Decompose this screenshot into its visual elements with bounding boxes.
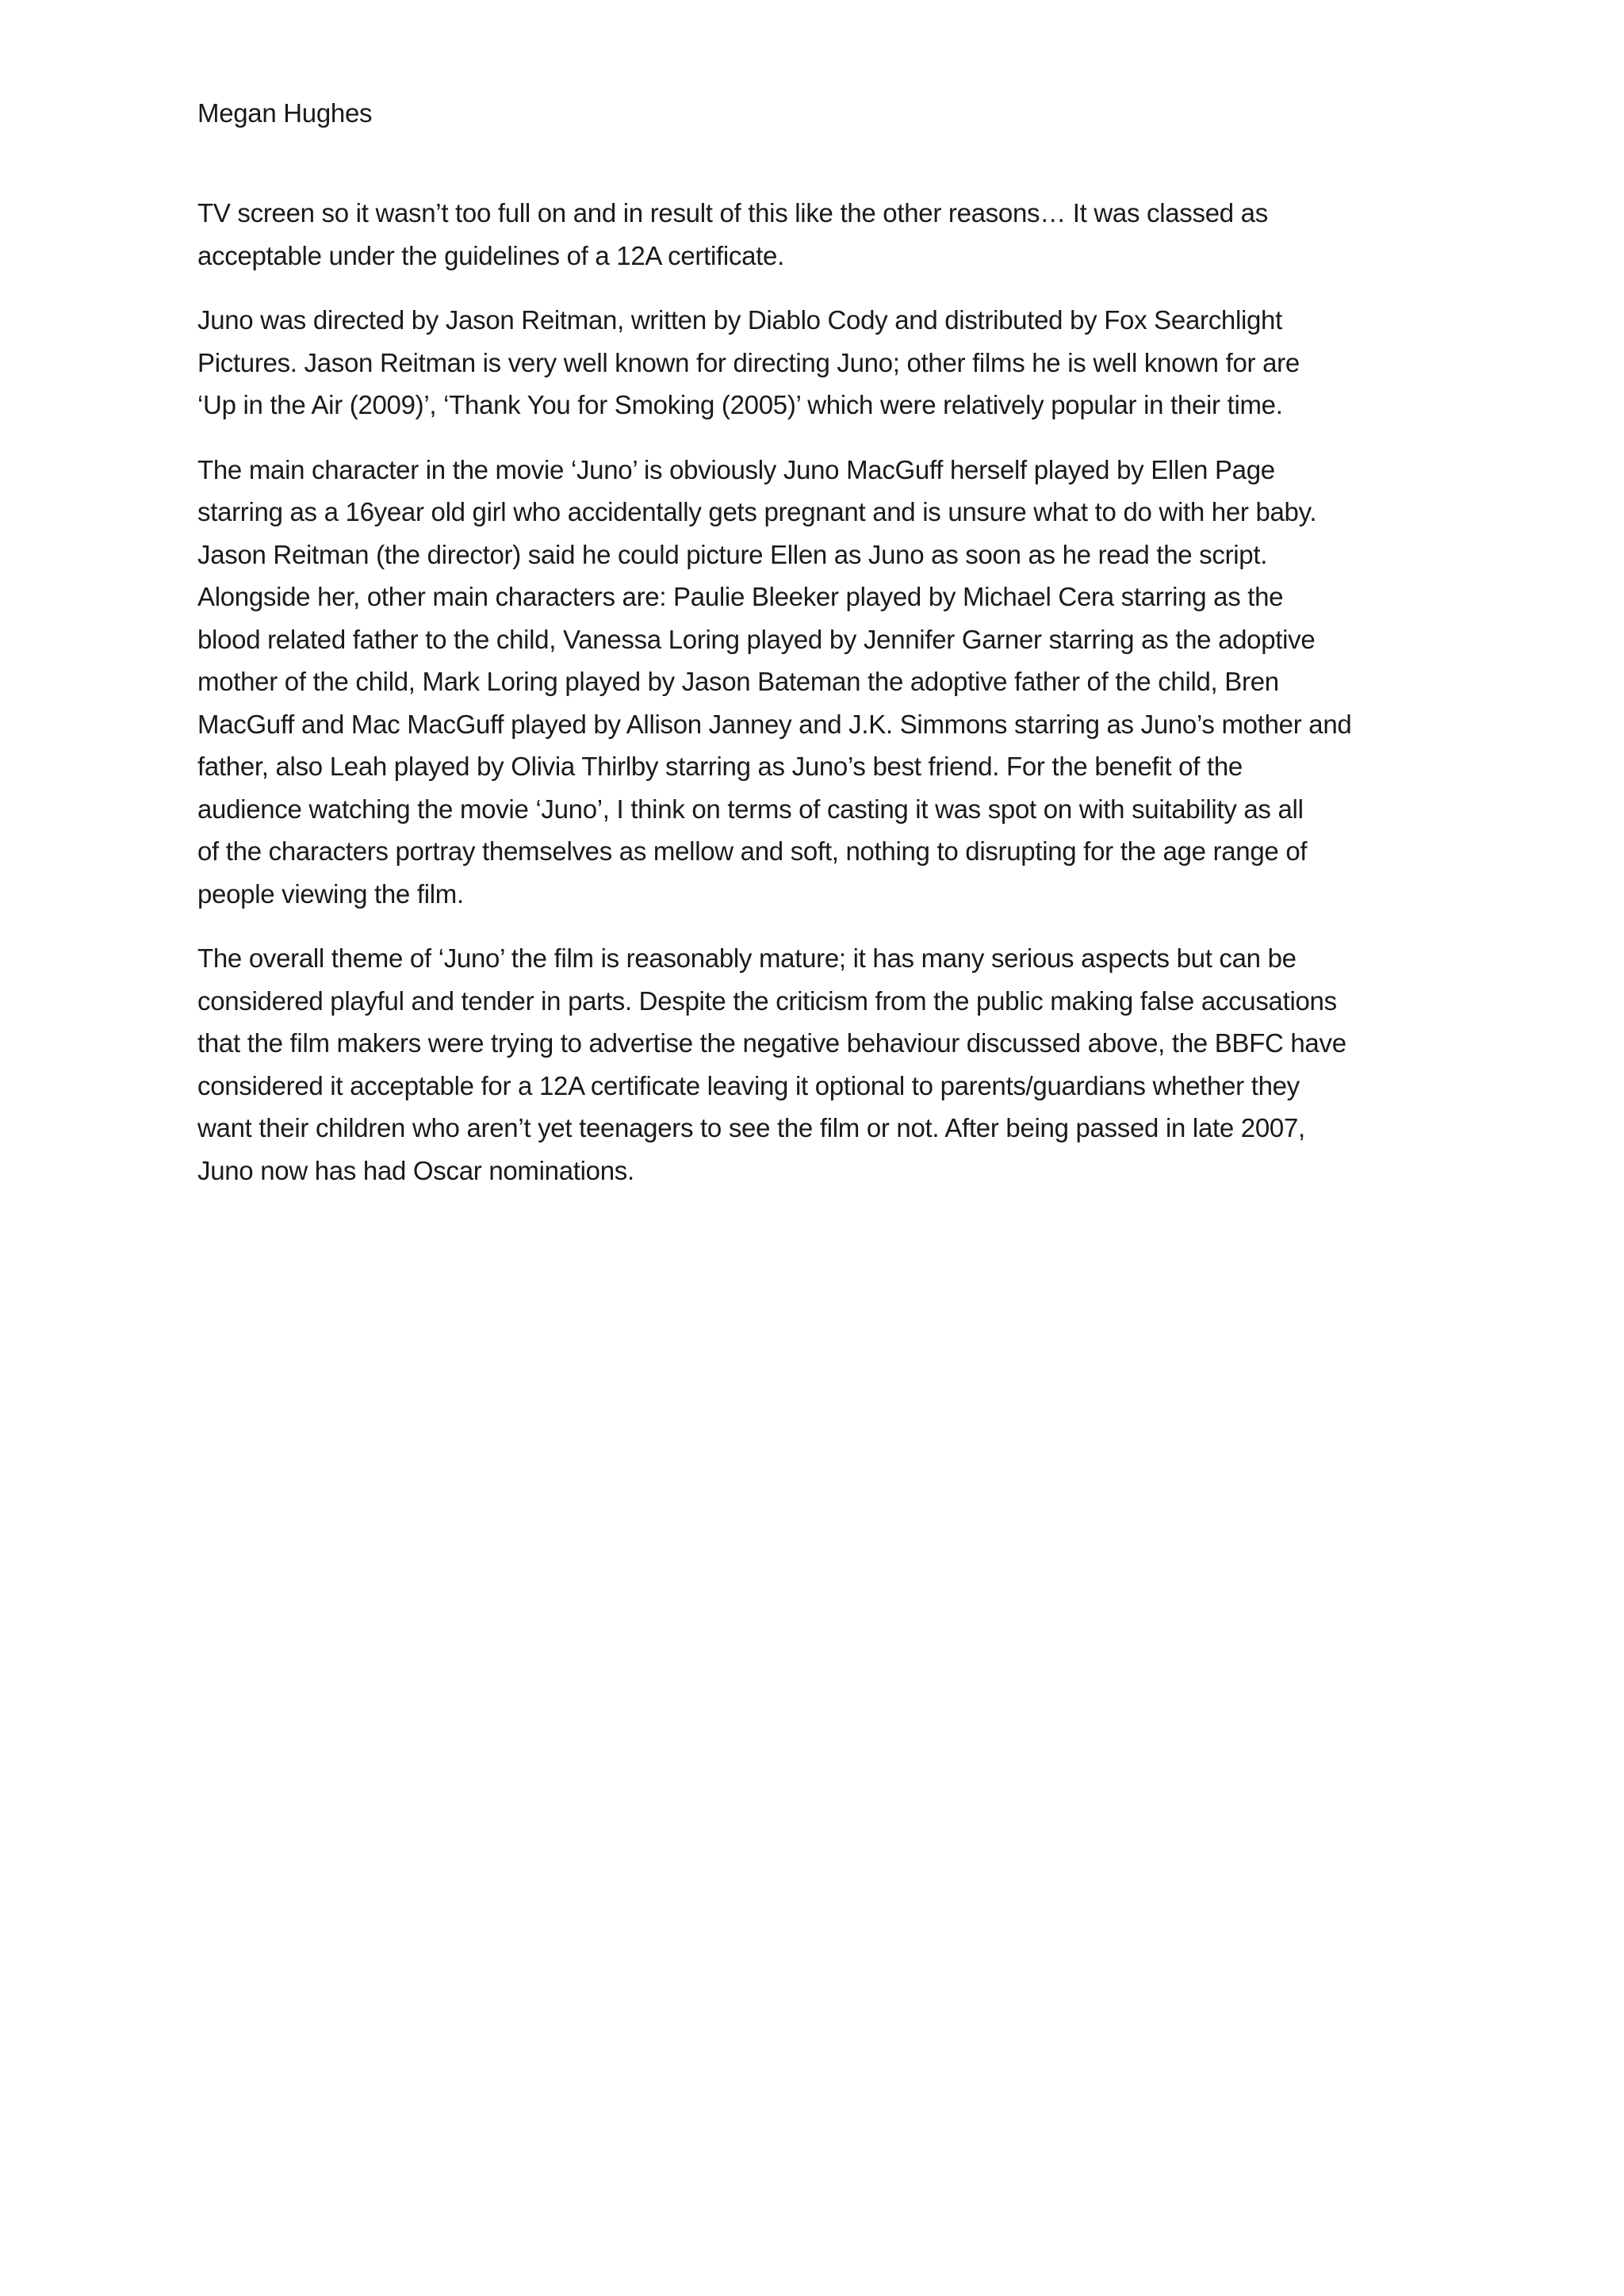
paragraph (197, 449, 1466, 916)
text-line: The main character in the movie ‘Juno’ is obviously Juno MacGuff herself played by Ellen Page (197, 454, 1275, 484)
text-line: TV screen so it wasn’t too full on and in result of this like the other reasons… It was classed as (197, 198, 1268, 228)
text-line: Jason Reitman (the director) said he could picture Ellen as Juno as soon as he read the script. (197, 539, 1268, 569)
text-line: mother of the child, Mark Loring played by Jason Bateman the adoptive father of the child, Bren (197, 667, 1279, 696)
text-line: want their children who aren’t yet teenagers to see the film or not. After being passed in late 2007, (197, 1113, 1305, 1142)
text-line: Pictures. Jason Reitman is very well known for directing Juno; other films he is well known for are (197, 347, 1300, 377)
text-line: MacGuff and Mac MacGuff played by Allison Janney and J.K. Simmons starring as Juno’s mother and (197, 709, 1352, 739)
text-line: people viewing the film. (197, 878, 464, 909)
author-name: Megan Hughes (197, 98, 373, 128)
text-line: Alongside her, other main characters are: Paulie Bleeker played by Michael Cera starring as the (197, 582, 1284, 611)
text-line: acceptable under the guidelines of a 12A certificate. (197, 240, 784, 270)
text-line: Juno was directed by Jason Reitman, written by Diablo Cody and distributed by Fox Searchlight (197, 305, 1282, 335)
document-body (197, 192, 1466, 1214)
text-line: The overall theme of ‘Juno’ the film is reasonably mature; it has many serious aspects but can be (197, 943, 1297, 973)
text-line: starring as a 16year old girl who accidentally gets pregnant and is unsure what to do with her baby. (197, 497, 1317, 526)
text-line: that the film makers were trying to advertise the negative behaviour discussed above, the BBFC have (197, 1028, 1346, 1058)
text-line: Juno now has had Oscar nominations. (197, 1155, 634, 1185)
text-line: father, also Leah played by Olivia Thirlby starring as Juno’s best friend. For the benefit of the (197, 752, 1243, 781)
paragraph (197, 937, 1466, 1192)
text-line: of the characters portray themselves as mellow and soft, nothing to disrupting for the age range of (197, 836, 1308, 866)
text-line: considered playful and tender in parts. Despite the criticism from the public making false accusations (197, 985, 1337, 1016)
paragraph (197, 192, 1466, 277)
paragraph (197, 299, 1466, 427)
text-line: audience watching the movie ‘Juno’, I think on terms of casting it was spot on with suitability as all (197, 794, 1304, 824)
text-line: blood related father to the child, Vanessa Loring played by Jennifer Garner starring as the adoptive (197, 624, 1316, 654)
text-line: considered it acceptable for a 12A certificate leaving it optional to parents/guardians whether they (197, 1070, 1300, 1100)
text-line: ‘Up in the Air (2009)’, ‘Thank You for Smoking (2005)’ which were relatively popular in their time. (197, 390, 1283, 419)
